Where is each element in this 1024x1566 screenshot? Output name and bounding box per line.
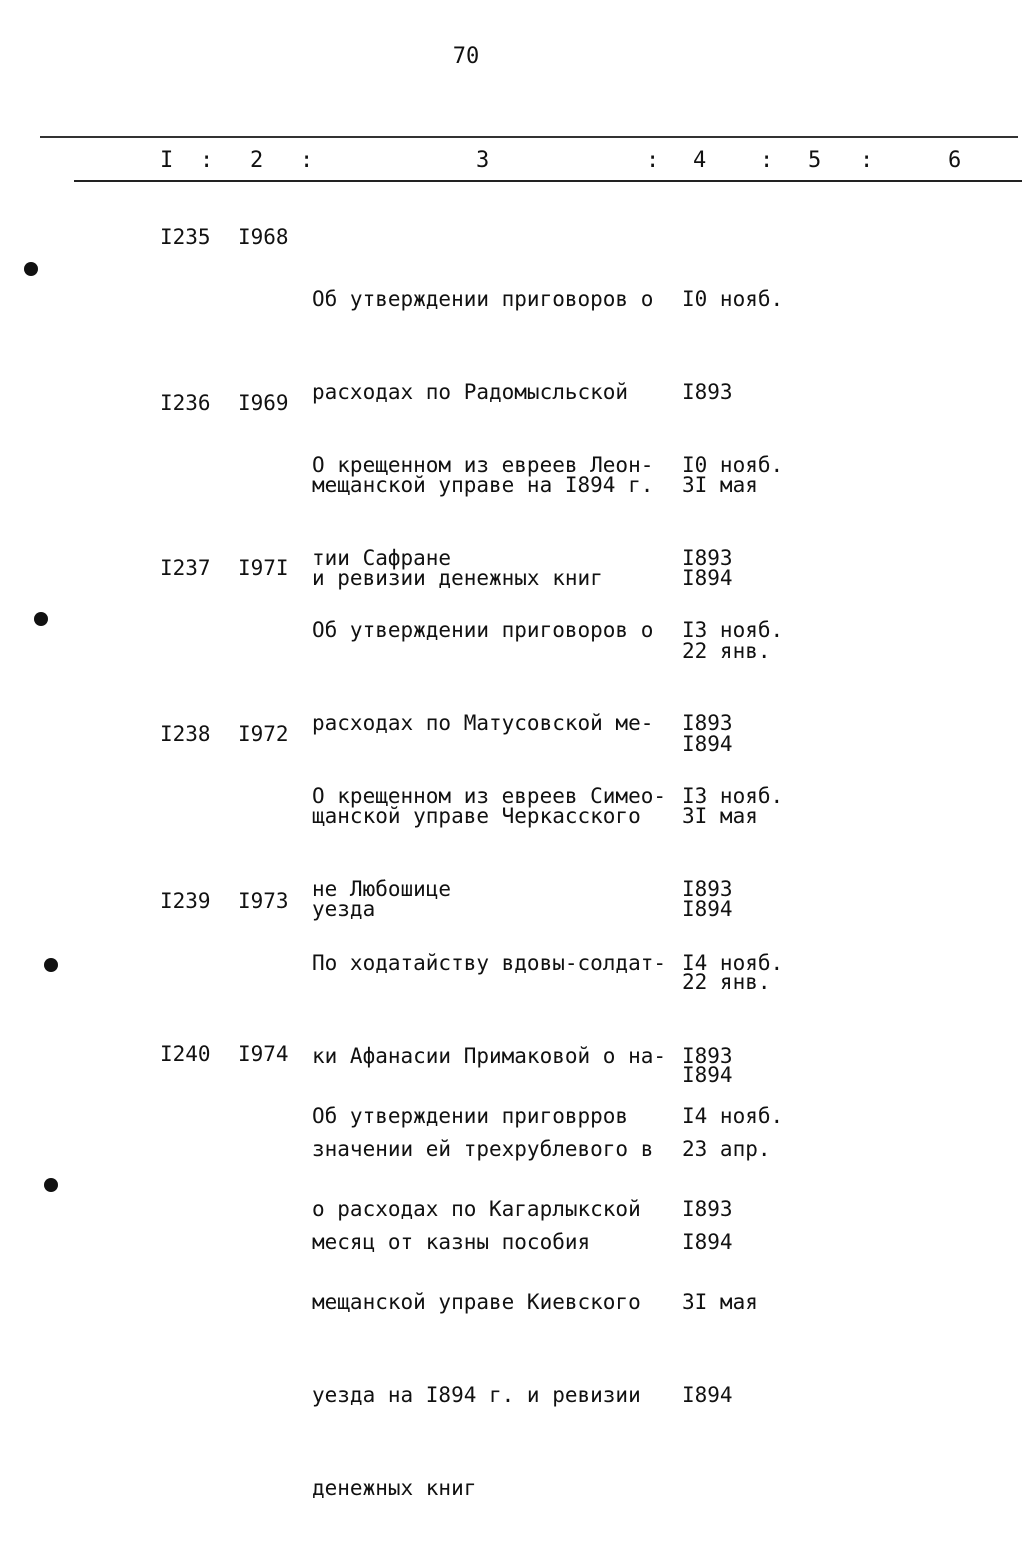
description-line: О крещенном из евреев Симео- (312, 784, 667, 808)
date-line: I893 (682, 546, 733, 570)
date-line: 22 янв. (682, 970, 771, 994)
date-line: I893 (682, 1044, 733, 1068)
description-line: о расходах по Кагарлыкской (312, 1197, 641, 1221)
description-line: месяц от казны пособия (312, 1230, 591, 1254)
document-number: I969 (238, 391, 289, 415)
description-line: щанской управе Черкасского (312, 804, 641, 828)
header-col-2: 2 (250, 148, 264, 173)
description-line: и ревизии денежных книг (312, 566, 603, 590)
date-line: I0 нояб. (682, 453, 784, 477)
date-line: I894 (682, 566, 733, 590)
description-line: расходах по Матусовской ме- (312, 711, 654, 735)
description-line: значении ей трехрублевого в (312, 1137, 654, 1161)
header-sep: : (300, 148, 314, 173)
date-line: I4 нояб. (682, 951, 784, 975)
description-line: По ходатайству вдовы-солдат- (312, 951, 667, 975)
header-col-1: I (160, 148, 174, 173)
document-number: I968 (238, 225, 289, 249)
description-line: уезда на I894 г. и ревизии (312, 1383, 641, 1407)
document-number: I973 (238, 889, 289, 913)
header-rule (74, 180, 1022, 182)
date-line: I893 (682, 1197, 733, 1221)
date-line: 23 апр. (682, 1137, 771, 1161)
date-line: I894 (682, 1230, 733, 1254)
header-col-3: 3 (476, 148, 490, 173)
date-line: 22 янв. (682, 639, 771, 663)
header-sep: : (200, 148, 214, 173)
description-line: Об утверждении приговоров о (312, 287, 654, 311)
description-line: тии Сафране (312, 546, 452, 570)
header-sep: : (760, 148, 774, 173)
date-line: I3 нояб. (682, 618, 784, 642)
entry-dates (682, 1039, 783, 1473)
header-sep: : (860, 148, 874, 173)
date-line: I893 (682, 711, 733, 735)
description-line: Об утверждении приговрров (312, 1104, 629, 1128)
punch-hole (34, 612, 48, 626)
description-line: мещанской управе Киевского (312, 1290, 641, 1314)
date-line: 3I мая (682, 804, 758, 828)
top-rule (40, 136, 1018, 138)
document-number: I974 (238, 1042, 289, 1066)
date-line: I894 (682, 897, 733, 921)
description-line: денежных книг (312, 1476, 477, 1500)
description-line: О крещенном из евреев Леон- (312, 453, 654, 477)
entry-number: I240 (160, 1042, 211, 1066)
entry-number: I235 (160, 225, 211, 249)
entry-number: I237 (160, 556, 211, 580)
description-line: ки Афанасии Примаковой о на- (312, 1044, 667, 1068)
entry-description (312, 1039, 641, 1566)
description-line: уезда (312, 897, 376, 921)
date-line: I894 (682, 1063, 733, 1087)
date-line: I893 (682, 877, 733, 901)
date-line: I3 нояб. (682, 784, 784, 808)
description-line: мещанской управе на I894 г. (312, 473, 654, 497)
date-line: I894 (682, 1383, 733, 1407)
date-line: I893 (682, 380, 733, 404)
document-number: I972 (238, 722, 289, 746)
entry-number: I238 (160, 722, 211, 746)
description-line: Об утверждении приговоров о (312, 618, 654, 642)
description-line: расходах по Радомысльской (312, 380, 629, 404)
date-line: 3I мая (682, 473, 758, 497)
date-line: I4 нояб. (682, 1104, 784, 1128)
punch-hole (44, 1178, 58, 1192)
punch-hole (24, 262, 38, 276)
document-number: I97I (238, 556, 289, 580)
punch-hole (44, 958, 58, 972)
entry-number: I236 (160, 391, 211, 415)
page-number: 70 (452, 44, 480, 69)
header-sep: : (646, 148, 660, 173)
header-col-4: 4 (693, 148, 707, 173)
date-line: I0 нояб. (682, 287, 784, 311)
date-line: 3I мая (682, 1290, 758, 1314)
header-col-5: 5 (808, 148, 822, 173)
header-col-6: 6 (948, 148, 962, 173)
description-line: не Любошице (312, 877, 452, 901)
date-line: I894 (682, 732, 733, 756)
entry-number: I239 (160, 889, 211, 913)
